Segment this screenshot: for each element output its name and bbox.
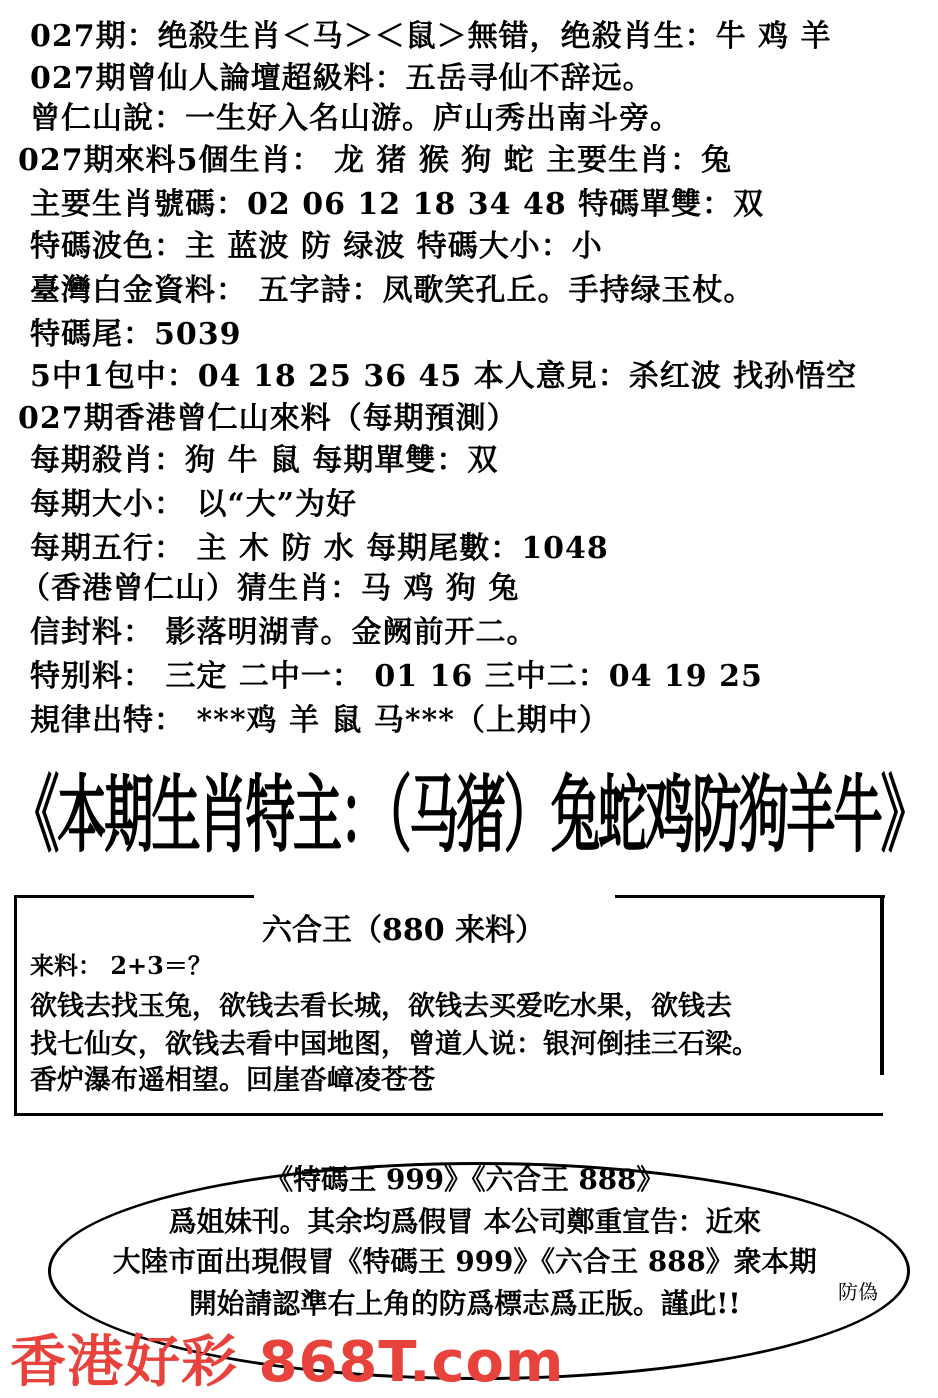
- line-14: （香港曾仁山）猜生肖：马 鸡 狗 兔: [20, 571, 520, 606]
- line-4: 027期來料5個生肖： 龙 猪 猴 狗 蛇 主要生肖：兔: [18, 143, 733, 178]
- box-right-border: [880, 895, 884, 1075]
- line-9: 5中1包中：04 18 25 36 45 本人意見：杀红波 找孙悟空: [30, 359, 858, 394]
- line-2: 027期曾仙人論壇超級料：五岳寻仙不辞远。: [30, 61, 654, 96]
- anti-counterfeit-stamp: 防偽: [838, 1280, 878, 1304]
- line-17: 規律出特： ***鸡 羊 鼠 马***（上期中）: [30, 703, 610, 738]
- headline-banner: 《本期生肖特主：（马猪）兔蛇鸡防狗羊牛》: [10, 766, 928, 864]
- box-title: 六合王（880 来料）: [262, 913, 546, 948]
- line-8: 特碼尾：5039: [30, 317, 242, 352]
- site-watermark: 香港好彩 868T.com: [10, 1330, 565, 1395]
- box-top-border-right: [615, 895, 885, 898]
- line-10: 027期香港曾仁山來料（每期預測）: [18, 401, 518, 436]
- notice-line-2: 爲姐妹刊。其余均爲假冒 本公司鄭重宣告：近來: [168, 1205, 761, 1238]
- box-line-2: 欲钱去找玉兔，欲钱去看长城，欲钱去买爱吃水果，欲钱去: [30, 991, 732, 1022]
- line-7: 臺灣白金資料： 五字詩：凤歌笑孔丘。手持绿玉杖。: [30, 273, 755, 308]
- line-11: 每期殺肖：狗 牛 鼠 每期單雙：双: [30, 443, 499, 478]
- line-1: 027期：绝殺生肖＜马＞＜鼠＞無错，绝殺肖生：牛 鸡 羊: [30, 19, 832, 54]
- line-16: 特别料： 三定 二中一： 01 16 三中二：04 19 25: [30, 659, 763, 694]
- line-6: 特碼波色：主 蓝波 防 绿波 特碼大小：小: [30, 229, 603, 264]
- line-13: 每期五行： 主 木 防 水 每期尾數：1048: [30, 531, 609, 566]
- line-3: 曾仁山說：一生好入名山游。庐山秀出南斗旁。: [30, 101, 681, 136]
- line-12: 每期大小： 以“大”为好: [30, 487, 357, 522]
- box-line-4: 香炉瀑布遥相望。回崖沓嶂凌苍苍: [30, 1065, 435, 1096]
- notice-line-1: 《特碼王 999》《六合王 888》: [265, 1163, 665, 1196]
- line-15: 信封料： 影落明湖青。金阙前开二。: [30, 615, 538, 650]
- box-line-1: 来料： 2+3＝？: [30, 951, 212, 980]
- box-top-border-left: [14, 895, 254, 898]
- notice-line-4: 開始請認準右上角的防爲標志爲正版。謹此!!: [188, 1287, 741, 1320]
- box-line-3: 找七仙女，欲钱去看中国地图，曾道人说：银河倒挂三石梁。: [30, 1029, 759, 1060]
- line-5: 主要生肖號碼：02 06 12 18 34 48 特碼單雙：双: [30, 187, 765, 222]
- notice-line-3: 大陸市面出現假冒《特碼王 999》《六合王 888》衆本期: [112, 1245, 817, 1278]
